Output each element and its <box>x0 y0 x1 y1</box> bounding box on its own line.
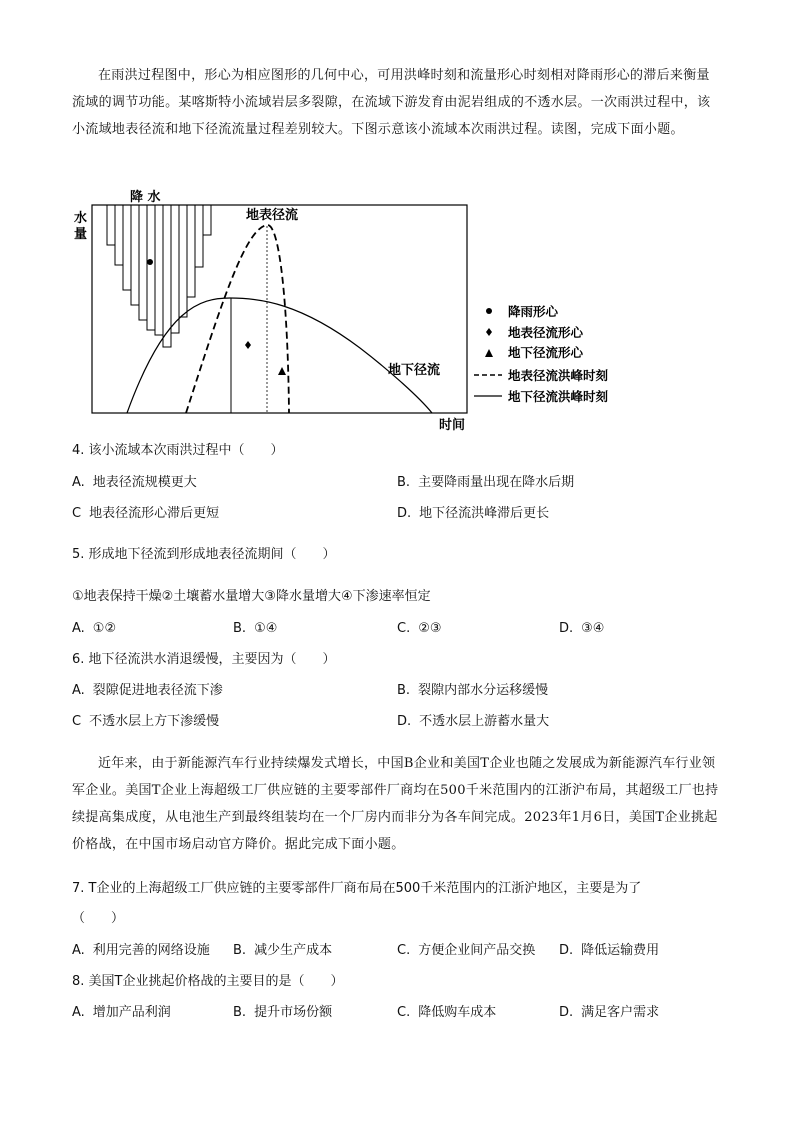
rain-bar <box>131 205 139 305</box>
legend-surface-centroid: 地表径流形心 <box>508 325 584 340</box>
legend-rain-centroid: 降雨形心 <box>508 304 559 319</box>
q7-option-c[interactable] <box>397 941 535 961</box>
q5-option-d[interactable] <box>559 619 604 639</box>
option-text: ①④ <box>254 621 278 636</box>
q6-option-a[interactable] <box>72 681 223 701</box>
q7-option-b[interactable] <box>233 941 332 961</box>
q6-option-b[interactable] <box>397 681 548 701</box>
passage-intro-ev: 近年来，由于新能源汽车行业持续爆发式增长，中国B企业和美国T企业也随之发展成为新能源汽车行业领军企业。美国T企业上海超级工厂供应链的主要零部件厂商均在500千米范围内的江浙沪布局，其超级工厂也持续提高集成度，从电池生产到最终组装均在一个厂房内而非分为各车间完成。2023年1月6日，美国T企业挑起价格战，在中国市场启动官方降价。据此完成下面小题。 <box>72 756 719 852</box>
option-letter: B. <box>233 943 247 958</box>
q6-option-d[interactable] <box>397 712 549 732</box>
rain-bar <box>195 205 203 267</box>
surface-runoff-curve <box>186 225 289 413</box>
ground-centroid-marker <box>278 367 286 375</box>
rain-bar <box>155 205 163 335</box>
option-letter: C <box>72 506 82 521</box>
option-letter: D. <box>559 1005 574 1020</box>
option-text: 满足客户需求 <box>581 1005 660 1020</box>
flood-process-diagram <box>70 188 650 438</box>
option-letter: D. <box>559 943 574 958</box>
surface-runoff-label: 地表径流 <box>246 208 299 223</box>
q8-stem: 8. 美国T企业挑起价格战的主要目的是（ ） <box>72 974 344 989</box>
q7-option-a[interactable] <box>72 941 210 961</box>
option-letter: B. <box>397 475 411 490</box>
option-letter: A. <box>72 943 85 958</box>
rain-bar <box>179 205 187 317</box>
option-text: 增加产品利润 <box>92 1005 171 1020</box>
legend <box>474 304 609 404</box>
rain-bar <box>187 205 195 297</box>
q4-option-a[interactable] <box>72 473 197 493</box>
q6-stem: 6. 地下径流洪水消退缓慢，主要因为（ ） <box>72 652 336 667</box>
ground-runoff-curve <box>127 298 432 413</box>
option-text: 降低运输费用 <box>581 943 660 958</box>
ground-runoff-label: 地下径流 <box>388 363 441 378</box>
option-text: 利用完善的网络设施 <box>92 943 210 958</box>
option-text: ②③ <box>418 621 442 636</box>
q7-stem: 7. T企业的上海超级工厂供应链的主要零部件厂商布局在500千米范围内的江浙沪地区，主要是为了 <box>72 881 642 896</box>
q5-option-b[interactable] <box>233 619 277 639</box>
legend-surface-centroid-icon <box>486 328 492 336</box>
option-letter: C. <box>397 1005 411 1020</box>
option-letter: A. <box>72 683 85 698</box>
option-text: 不透水层上方下渗缓慢 <box>89 714 220 729</box>
option-letter: D. <box>397 714 412 729</box>
q4-option-d[interactable] <box>397 504 549 524</box>
option-text: 裂隙促进地表径流下渗 <box>92 683 223 698</box>
rain-bar <box>139 205 147 320</box>
option-text: ③④ <box>581 621 605 636</box>
q8-option-a[interactable] <box>72 1003 171 1023</box>
option-text: 地表径流规模更大 <box>92 475 197 490</box>
option-letter: A. <box>72 475 85 490</box>
option-text: 主要降雨量出现在降水后期 <box>418 475 575 490</box>
passage-intro-flood: 在雨洪过程图中，形心为相应图形的几何中心，可用洪峰时刻和流量形心时刻相对降雨形心的滞后来衡量流域的调节功能。某喀斯特小流域岩层多裂隙，在流域下游发育由泥岩组成的不透水层。一次雨洪过程中，该小流域地表径流和地下径流流量过程差别较大。下图示意该小流域本次雨洪过程。读图，完成下面小题。 <box>72 68 711 137</box>
option-text: 裂隙内部水分运移缓慢 <box>418 683 549 698</box>
q8-option-b[interactable] <box>233 1003 332 1023</box>
option-letter: D. <box>397 506 412 521</box>
y-axis-label-1: 水 <box>74 211 88 226</box>
option-text: 方便企业间产品交换 <box>418 943 536 958</box>
legend-rain-centroid-icon <box>486 308 492 314</box>
diagram-frame <box>92 205 467 413</box>
option-text: 降低购车成本 <box>418 1005 497 1020</box>
q5-option-a[interactable] <box>72 619 116 639</box>
q4-option-b[interactable] <box>397 473 574 493</box>
legend-ground-centroid: 地下径流形心 <box>508 345 584 360</box>
option-letter: A. <box>72 621 85 636</box>
q4-option-c[interactable] <box>72 504 219 524</box>
option-text: 减少生产成本 <box>254 943 333 958</box>
option-letter: C <box>72 714 82 729</box>
q5-option-c[interactable] <box>397 619 442 639</box>
q7-option-d[interactable] <box>559 941 659 961</box>
option-text: 地表径流形心滞后更短 <box>89 506 220 521</box>
rain-bar <box>171 205 179 333</box>
q7-stem-cont: （ ） <box>72 911 125 926</box>
y-axis-label-2: 量 <box>74 227 88 242</box>
rain-bar <box>163 205 171 347</box>
rainfall-histogram <box>107 205 211 347</box>
q4-stem: 4. 该小流域本次雨洪过程中（ ） <box>72 443 284 458</box>
rain-centroid-marker <box>147 259 153 265</box>
option-text: ①② <box>92 621 117 636</box>
q5-statements: ①地表保持干燥②土壤蓄水量增大③降水量增大④下渗速率恒定 <box>72 589 431 604</box>
q8-option-c[interactable] <box>397 1003 496 1023</box>
q8-option-d[interactable] <box>559 1003 659 1023</box>
option-letter: D. <box>559 621 574 636</box>
rain-bar <box>123 205 131 290</box>
rain-bar <box>203 205 211 235</box>
option-letter: C. <box>397 943 411 958</box>
option-letter: A. <box>72 1005 85 1020</box>
q5-stem: 5. 形成地下径流到形成地表径流期间（ ） <box>72 547 336 562</box>
legend-ground-centroid-icon <box>485 349 493 357</box>
option-letter: C. <box>397 621 411 636</box>
rain-bar <box>115 205 123 265</box>
q6-option-c[interactable] <box>72 712 219 732</box>
legend-surface-peak: 地表径流洪峰时刻 <box>508 368 609 383</box>
option-letter: B. <box>233 621 247 636</box>
legend-ground-peak: 地下径流洪峰时刻 <box>508 389 609 404</box>
rain-label: 降 水 <box>130 190 161 205</box>
option-text: 地下径流洪峰滞后更长 <box>419 506 550 521</box>
option-letter: B. <box>397 683 411 698</box>
option-text: 提升市场份额 <box>254 1005 333 1020</box>
option-letter: B. <box>233 1005 247 1020</box>
x-axis-label: 时间 <box>439 418 466 433</box>
surface-centroid-marker <box>245 341 251 349</box>
rain-bar <box>147 205 155 330</box>
option-text: 不透水层上游蓄水量大 <box>419 714 550 729</box>
rain-bar <box>107 205 115 245</box>
